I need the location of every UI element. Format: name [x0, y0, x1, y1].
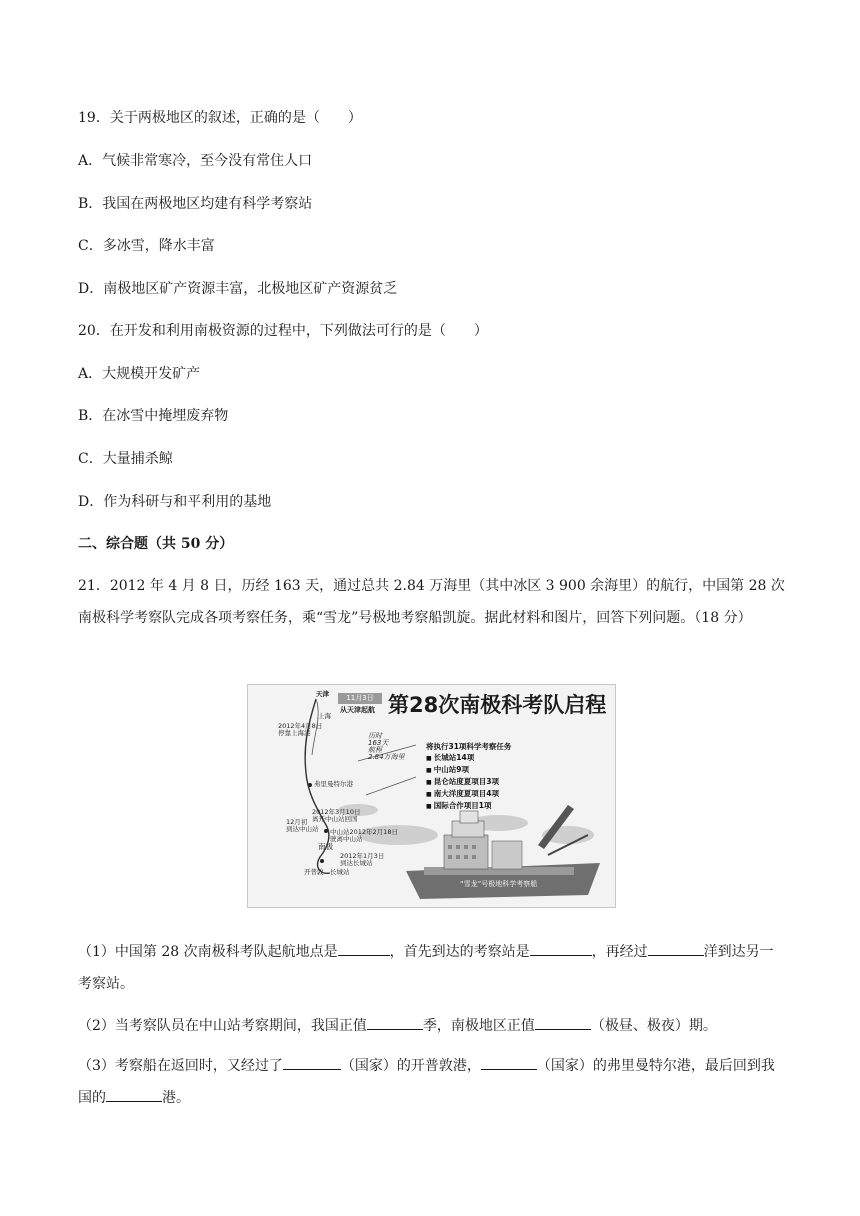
- q21-sub3: [78, 1050, 786, 1114]
- q19-stem: 19．关于两极地区的叙述，正确的是（ ）: [78, 110, 362, 126]
- sub3-text-3: （国家）的弗里曼特尔港，最后回到我国的: [78, 1058, 775, 1106]
- sub3-text-2: （国家）的开普敦港，: [340, 1058, 481, 1074]
- sub3-text-1: （3）考察船在返回时，又经过了: [78, 1058, 283, 1074]
- label-dec: 12月初 到达中山站: [286, 818, 319, 833]
- task-item: ■ 长城站14项: [426, 752, 511, 764]
- q20-option-c: C．大量捕杀鲸: [78, 451, 173, 467]
- q20-option-b: B．在冰雪中掩埋废弃物: [78, 408, 229, 424]
- task-item: ■ 南大洋度夏项目4项: [426, 788, 511, 800]
- q19-option-d: D．南极地区矿产资源丰富，北极地区矿产资源贫乏: [78, 281, 398, 297]
- label-tianjin: 天津: [316, 690, 329, 698]
- label-ship: “雪龙”号极地科学考察船: [460, 880, 538, 888]
- section-heading: 二、综合题（共 50 分）: [78, 536, 234, 552]
- q19-option-b: B．我国在两极地区均建有科学考察站: [78, 196, 313, 212]
- q20-option-a: A．大规模开发矿产: [78, 366, 201, 382]
- q19-option-c: C．多冰雪，降水丰富: [78, 238, 215, 254]
- sub2-text-3: （极昼、极夜）期。: [590, 1018, 717, 1034]
- label-shanghai: 上海: [318, 712, 331, 720]
- sub2-text-1: （2）当考察队员在中山站考察期间，我国正值: [78, 1018, 367, 1034]
- q20-option-d: D．作为科研与和平利用的基地: [78, 494, 272, 510]
- label-duration: 历时 163天 航程 2.84万海里: [368, 732, 405, 761]
- answer-blank: [648, 939, 704, 956]
- answer-blank: [106, 1085, 162, 1102]
- answer-blank: [530, 939, 592, 956]
- answer-blank: [338, 939, 390, 956]
- label-changcheng: 2012年1月3日 到达长城站: [340, 852, 385, 867]
- answer-blank: [367, 1013, 423, 1030]
- label-zhongshan: 中山站2012年2月18日 驶离中山站: [330, 828, 398, 843]
- answer-blank: [283, 1053, 341, 1070]
- q19-option-a: A．气候非常寒冷，至今没有常住人口: [78, 153, 313, 169]
- date-tag: 11月3日: [338, 693, 382, 704]
- q21-stem: 21．2012 年 4 月 8 日，历经 163 天，通过总共 2.84 万海里（其中冰区 3 900 余海里）的航行，中国第 28 次南极科学考察队完成各项考察任务，乘“雪龙”号极地考察船凯旋。据此材料和图片，回答下列问题。（18 分）: [78, 578, 785, 626]
- sub1-text-2: ，首先到达的考察站是: [389, 944, 530, 960]
- task-item: ■ 中山站9项: [426, 764, 511, 776]
- expedition-figure: [247, 684, 616, 908]
- label-depart: 从天津起航: [340, 706, 375, 714]
- q21-sub2: [78, 1010, 786, 1042]
- figure-title: 第28次南极科考队启程: [388, 693, 607, 717]
- q21-sub1: [78, 936, 786, 1000]
- label-fremantle: 弗里曼特尔港: [314, 780, 353, 788]
- sub1-text-1: （1）中国第 28 次南极科考队起航地点是: [78, 944, 338, 960]
- sub3-text-4: 港。: [162, 1090, 190, 1106]
- tasks-list: [426, 741, 511, 812]
- answer-blank: [481, 1053, 537, 1070]
- tasks-title: 将执行31项科学考察任务: [426, 742, 512, 751]
- q20-stem: 20．在开发和利用南极资源的过程中，下列做法可行的是（ ）: [78, 323, 488, 339]
- task-item: ■ 国际合作项目1项: [426, 800, 511, 812]
- answer-blank: [535, 1013, 591, 1030]
- label-capetown: 开普敦 长城站: [304, 868, 350, 876]
- task-item: ■ 昆仑站度夏项目3项: [426, 776, 511, 788]
- sub1-text-4: 洋到达另一考察站。: [78, 944, 774, 992]
- label-nanji: 南极: [318, 842, 333, 851]
- label-leave-zhongshan: 2012年3月10日 离开中山站回国: [312, 808, 361, 823]
- sub1-text-3: ，再经过: [591, 944, 648, 960]
- sub2-text-2: 季，南极地区正值: [422, 1018, 535, 1034]
- label-shanghai-note: 2012年4月8日 停靠上海港: [278, 722, 323, 737]
